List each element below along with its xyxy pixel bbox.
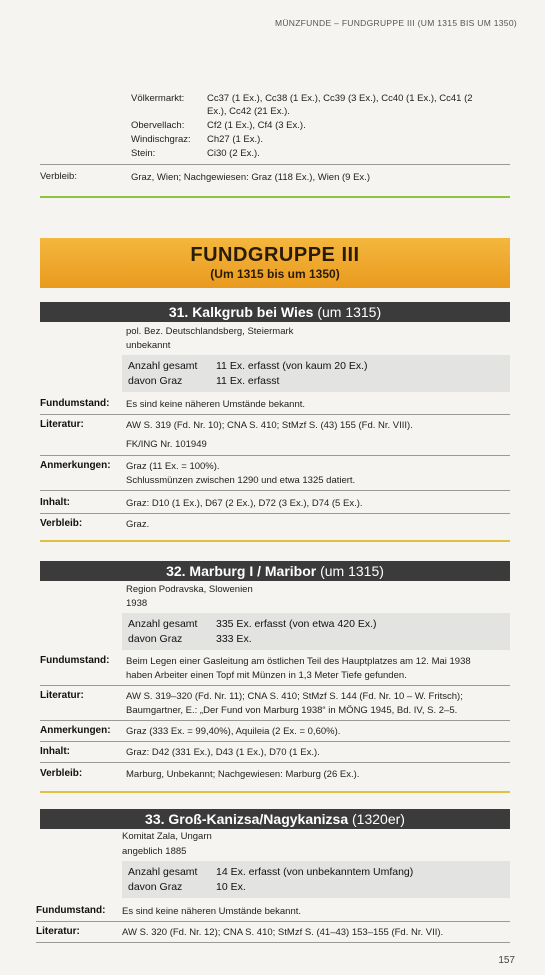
divider (36, 942, 510, 943)
hoard-32-header (40, 561, 510, 581)
inhalt-label: Inhalt: (40, 746, 70, 757)
coins-voelkermarkt-2: Ex.), Cc42 (21 Ex.). (207, 106, 290, 117)
coins-windischgraz: Ch27 (1 Ex.). (207, 134, 263, 145)
hoard-32-region: Region Podravska, Slowenien (126, 584, 253, 595)
count-total-value: 335 Ex. erfasst (von etwa 420 Ex.) (216, 618, 377, 630)
fundgruppe-banner (40, 238, 510, 288)
divider (40, 455, 510, 456)
verbleib-text: Marburg, Unbekannt; Nachgewiesen: Marburg (26 Ex.). (126, 769, 360, 780)
hoard-32-year: 1938 (126, 598, 148, 609)
divider (40, 414, 510, 415)
literatur-text: AW S. 319 (Fd. Nr. 10); CNA S. 410; StMzf S. (43) 155 (Fd. Nr. VIII). (126, 420, 413, 431)
fundumstand-text: Es sind keine näheren Umstände bekannt. (122, 906, 302, 917)
gold-divider (40, 540, 510, 542)
count-total-label: Anzahl gesamt (128, 360, 198, 372)
divider (40, 720, 510, 721)
page-number: 157 (498, 955, 515, 966)
divider (40, 685, 510, 686)
divider (36, 921, 510, 922)
coins-voelkermarkt: Cc37 (1 Ex.), Cc38 (1 Ex.), Cc39 (3 Ex.), Cc40 (1 Ex.), Cc41 (2 (207, 93, 473, 104)
top-verbleib-text: Graz, Wien; Nachgewiesen: Graz (118 Ex.), Wien (9 Ex.) (131, 172, 370, 183)
divider (40, 741, 510, 742)
anmerkungen-text-2: Schlussmünzen zwischen 1290 und etwa 1325 datiert. (126, 475, 356, 486)
count-total-label: Anzahl gesamt (128, 866, 198, 878)
fundumstand-label: Fundumstand: (40, 655, 110, 666)
hoard-33-header (40, 809, 510, 829)
verbleib-label: Verbleib: (40, 518, 83, 529)
literatur-text-1: AW S. 319–320 (Fd. Nr. 11); CNA S. 410; StMzf S. 144 (Fd. Nr. 10 – W. Fritsch); (126, 691, 463, 702)
count-graz-value: 11 Ex. erfasst (216, 375, 280, 387)
place-windischgraz: Windischgraz: (131, 134, 191, 145)
hoard-31-date: (um 1315) (317, 304, 382, 320)
hoard-33-region: Komitat Zala, Ungarn (122, 831, 212, 842)
hoard-32-date: (um 1315) (320, 563, 384, 579)
hoard-31-region: pol. Bez. Deutschlandsberg, Steiermark (126, 326, 294, 337)
count-graz-label: davon Graz (128, 881, 183, 893)
hoard-32-count-box (122, 613, 510, 650)
hoard-31-year: unbekannt (126, 340, 171, 351)
divider (40, 513, 510, 514)
top-verbleib-label: Verbleib: (40, 171, 77, 182)
count-total-label: Anzahl gesamt (128, 618, 198, 630)
inhalt-label: Inhalt: (40, 497, 70, 508)
verbleib-text: Graz. (126, 519, 150, 530)
count-total-value: 11 Ex. erfasst (von kaum 20 Ex.) (216, 360, 368, 372)
hoard-33-count-box (122, 861, 510, 898)
fundumstand-text-1: Beim Legen einer Gasleitung am östlichen Teil des Hauptplatzes am 12. Mai 1938 (126, 656, 471, 667)
coins-stein: Ci30 (2 Ex.). (207, 148, 260, 159)
divider (40, 164, 510, 165)
count-graz-value: 10 Ex. (216, 881, 246, 893)
literatur-label: Literatur: (36, 926, 80, 937)
coins-obervellach: Cf2 (1 Ex.), Cf4 (3 Ex.). (207, 120, 306, 131)
literatur-label: Literatur: (40, 690, 84, 701)
place-voelkermarkt: Völkermarkt: (131, 93, 185, 104)
anmerkungen-text-1: Graz (11 Ex. = 100%). (126, 461, 220, 472)
count-graz-label: davon Graz (128, 633, 183, 645)
hoard-33-name: 33. Groß-Kanizsa/Nagykanizsa (145, 811, 349, 827)
fundgruppe-subtitle: (Um 1315 bis um 1350) (210, 267, 340, 281)
green-divider (40, 196, 510, 198)
hoard-31-count-box (122, 355, 510, 392)
hoard-31-header (40, 302, 510, 322)
literatur-text: AW S. 320 (Fd. Nr. 12); CNA S. 410; StMzf S. (41–43) 153–155 (Fd. Nr. VII). (122, 927, 444, 938)
divider (40, 762, 510, 763)
fundumstand-label: Fundumstand: (36, 905, 106, 916)
hoard-32-name: 32. Marburg I / Maribor (166, 563, 317, 579)
fundumstand-label: Fundumstand: (40, 398, 110, 409)
anmerkungen-label: Anmerkungen: (40, 725, 111, 736)
hoard-31-name: 31. Kalkgrub bei Wies (168, 304, 314, 320)
inhalt-text: Graz: D42 (331 Ex.), D43 (1 Ex.), D70 (1 Ex.). (126, 747, 320, 758)
running-head: MÜNZFUNDE – FUNDGRUPPE III (UM 1315 BIS UM 1350) (274, 18, 517, 28)
fundumstand-text-2: haben Arbeiter einen Topf mit Münzen in 1,3 Meter Tiefe gefunden. (126, 670, 407, 681)
place-stein: Stein: (131, 148, 156, 159)
literatur-text-2: Baumgartner, E.: „Der Fund von Marburg 1938“ in MÖNG 1945, Bd. IV, S. 2–5. (126, 705, 458, 716)
anmerkungen-label: Anmerkungen: (40, 460, 111, 471)
place-obervellach: Obervellach: (131, 120, 185, 131)
gold-divider (40, 791, 510, 793)
count-graz-value: 333 Ex. (216, 633, 252, 645)
inhalt-text: Graz: D10 (1 Ex.), D67 (2 Ex.), D72 (3 Ex.), D74 (5 Ex.). (126, 498, 363, 509)
fk-ing-number: FK/ING Nr. 101949 (126, 439, 207, 450)
literatur-label: Literatur: (40, 419, 84, 430)
count-graz-label: davon Graz (128, 375, 183, 387)
anmerkungen-text: Graz (333 Ex. = 99,40%), Aquileia (2 Ex. = 0,60%). (126, 726, 341, 737)
hoard-33-date: (1320er) (352, 811, 405, 827)
divider (40, 490, 510, 491)
fundgruppe-title: FUNDGRUPPE III (190, 244, 360, 266)
count-total-value: 14 Ex. erfasst (von unbekanntem Umfang) (216, 866, 414, 878)
hoard-33-year: angeblich 1885 (122, 846, 187, 857)
verbleib-label: Verbleib: (40, 768, 83, 779)
fundumstand-text: Es sind keine näheren Umstände bekannt. (126, 399, 306, 410)
